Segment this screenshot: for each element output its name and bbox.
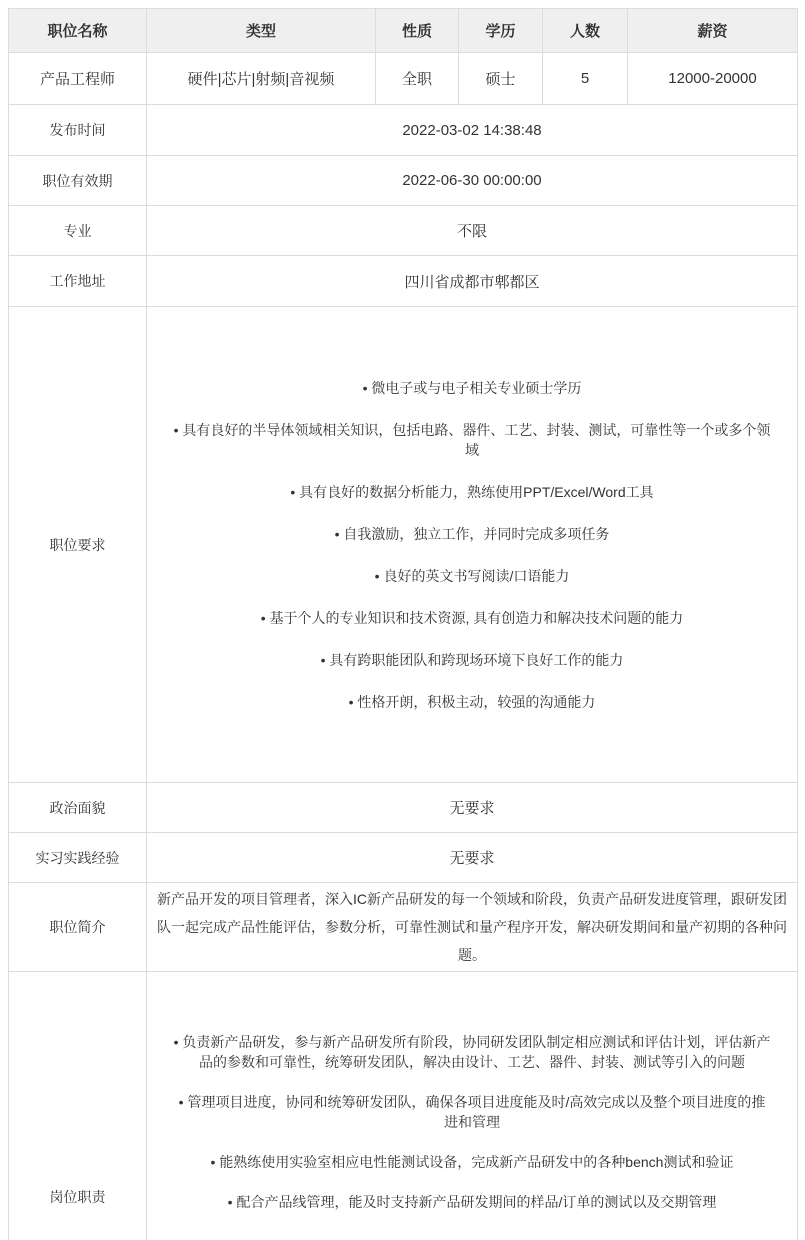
table-header-row <box>9 9 798 53</box>
position-values-row <box>9 53 798 105</box>
publish-time-row <box>9 105 798 156</box>
header-type: 类型 <box>147 9 376 53</box>
work-address-row <box>9 256 798 307</box>
duties-label: 岗位职责 <box>9 972 147 1240</box>
header-salary: 薪资 <box>628 9 798 53</box>
job-detail-table <box>8 8 798 1240</box>
introduction-label: 职位简介 <box>9 883 147 972</box>
introduction-content <box>147 883 798 972</box>
requirement-item: • 具有良好的数据分析能力，熟练使用PPT/Excel/Word工具 <box>172 482 772 502</box>
requirements-list <box>172 378 772 712</box>
requirement-item: • 微电子或与电子相关专业硕士学历 <box>172 378 772 398</box>
header-education: 学历 <box>459 9 543 53</box>
header-position-name: 职位名称 <box>9 9 147 53</box>
requirement-item: • 具有跨职能团队和跨现场环境下良好工作的能力 <box>172 650 772 670</box>
position-headcount-value: 5 <box>543 53 628 105</box>
requirements-row <box>9 307 798 783</box>
position-name-value: 产品工程师 <box>9 53 147 105</box>
valid-period-label: 职位有效期 <box>9 156 147 206</box>
internship-experience-label: 实习实践经验 <box>9 833 147 883</box>
work-address-label: 工作地址 <box>9 256 147 307</box>
requirement-item: • 具有良好的半导体领域相关知识，包括电路、器件、工艺、封装、测试，可靠性等一个或多个领域 <box>172 420 772 460</box>
position-salary-value: 12000-20000 <box>628 53 798 105</box>
duties-content <box>147 972 798 1240</box>
major-row <box>9 206 798 256</box>
position-type-value: 硬件|芯片|射频|音视频 <box>147 53 376 105</box>
political-status-row <box>9 783 798 833</box>
header-headcount: 人数 <box>543 9 628 53</box>
introduction-row <box>9 883 798 972</box>
header-nature: 性质 <box>376 9 459 53</box>
requirement-item: • 性格开朗，积极主动，较强的沟通能力 <box>172 692 772 712</box>
position-education-value: 硕士 <box>459 53 543 105</box>
duty-item: • 管理项目进度，协同和统筹研发团队，确保各项目进度能及时/高效完成以及整个项目进度的推进和管理 <box>172 1092 772 1132</box>
requirement-item: • 良好的英文书写阅读/口语能力 <box>172 566 772 586</box>
internship-experience-value: 无要求 <box>147 833 798 883</box>
publish-time-label: 发布时间 <box>9 105 147 156</box>
valid-period-row <box>9 156 798 206</box>
requirements-label: 职位要求 <box>9 307 147 783</box>
duties-row <box>9 972 798 1240</box>
duty-item: • 配合产品线管理，能及时支持新产品研发期间的样品/订单的测试以及交期管理 <box>172 1192 772 1212</box>
introduction-text: 新产品开发的项目管理者，深入IC新产品研发的每一个领域和阶段，负责产品研发进度管理，跟研发团队一起完成产品性能评估，参数分析，可靠性测试和量产程序开发，解决研发期间和量产初期的各种问题。 <box>157 891 787 963</box>
requirements-content <box>147 307 798 783</box>
political-status-label: 政治面貌 <box>9 783 147 833</box>
duty-item: • 负责新产品研发，参与新产品研发所有阶段，协同研发团队制定相应测试和评估计划，评估新产品的参数和可靠性，统筹研发团队，解决由设计、工艺、器件、封装、测试等引入的问题 <box>172 1032 772 1072</box>
internship-experience-row <box>9 833 798 883</box>
valid-period-value: 2022-06-30 00:00:00 <box>147 156 798 206</box>
duty-item: • 能熟练使用实验室相应电性能测试设备，完成新产品研发中的各种bench测试和验证 <box>172 1152 772 1172</box>
publish-time-value: 2022-03-02 14:38:48 <box>147 105 798 156</box>
major-value: 不限 <box>147 206 798 256</box>
work-address-value: 四川省成都市郫都区 <box>147 256 798 307</box>
position-nature-value: 全职 <box>376 53 459 105</box>
requirement-item: • 自我激励，独立工作，并同时完成多项任务 <box>172 524 772 544</box>
requirement-item: • 基于个人的专业知识和技术资源, 具有创造力和解决技术问题的能力 <box>172 608 772 628</box>
political-status-value: 无要求 <box>147 783 798 833</box>
major-label: 专业 <box>9 206 147 256</box>
duties-list <box>172 1032 772 1212</box>
